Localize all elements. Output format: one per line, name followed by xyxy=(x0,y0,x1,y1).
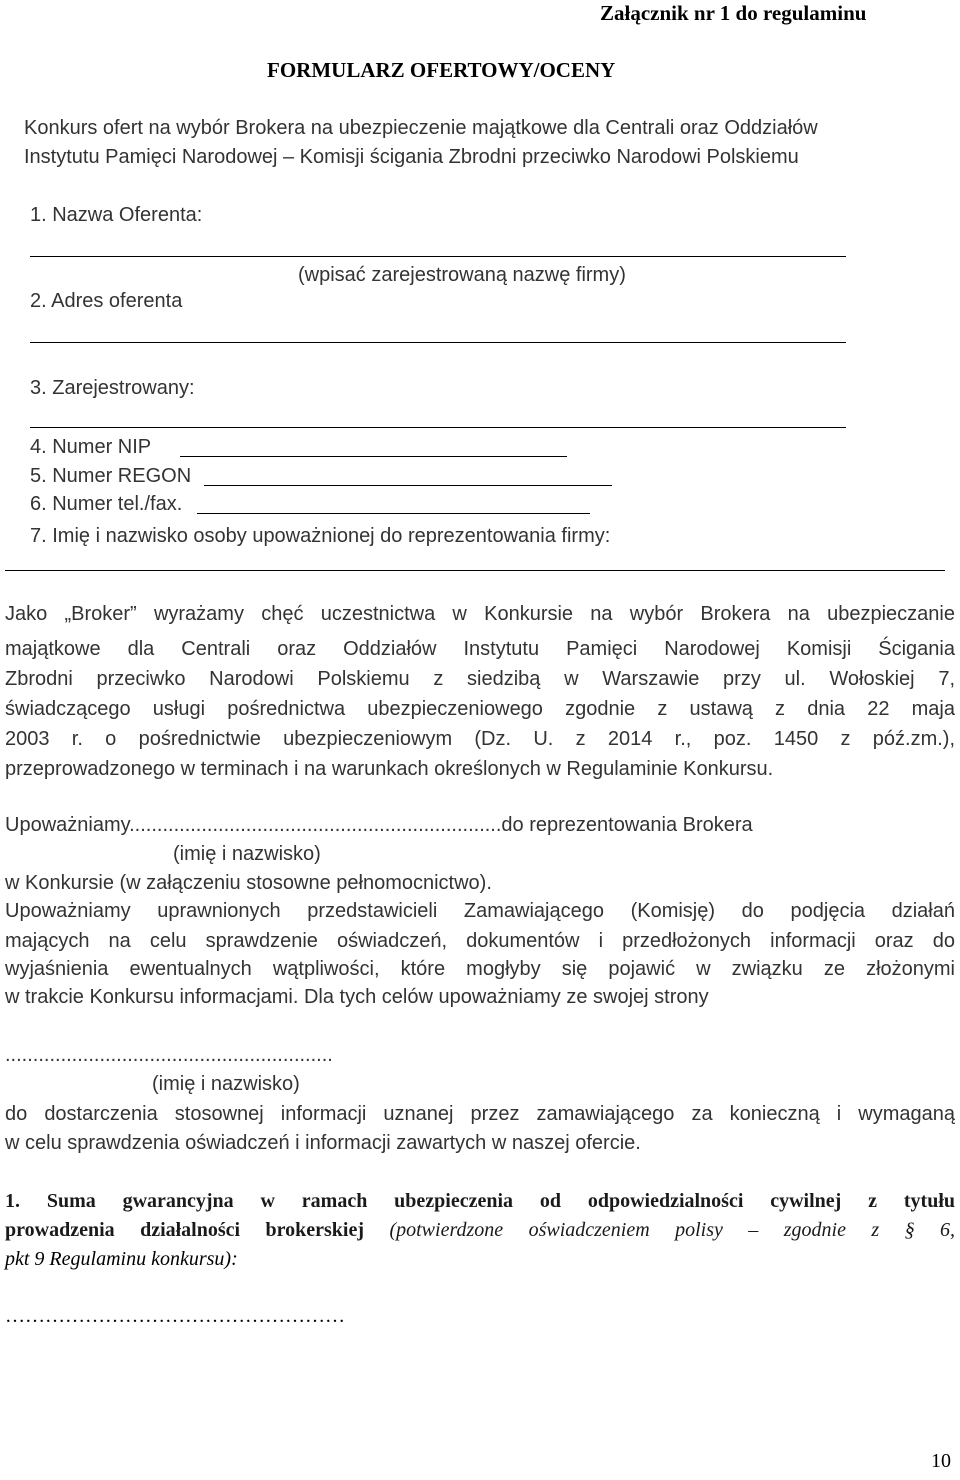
registered-field[interactable] xyxy=(30,427,846,428)
authorized-person-hint: (imię i nazwisko) xyxy=(152,1073,300,1095)
form-title: FORMULARZ OFERTOWY/OCENY xyxy=(267,58,616,82)
guarantee-line-3: pkt 9 Regulaminu konkursu): xyxy=(5,1248,238,1270)
guarantee-line-2-italic: (potwierdzone oświadczeniem polisy – zgodnie z § 6, xyxy=(389,1219,956,1241)
representative-label: 7. Imię i nazwisko osoby upoważnionej do reprezentowania firmy: xyxy=(30,525,611,547)
declaration-line-2: majątkowe dla Centrali oraz Oddziałów Instytutu Pamięci Narodowej Komisji Ścigania xyxy=(5,638,955,660)
authorization-after-line-2: w celu sprawdzenia oświadczeń i informacji zawartych w naszej ofercie. xyxy=(5,1132,641,1154)
authorized-person-field[interactable]: ........................................................... xyxy=(5,1044,333,1066)
guarantee-line-1: 1. Suma gwarancyjna w ramach ubezpieczenia od odpowiedzialności cywilnej z tytułu xyxy=(5,1190,955,1212)
declaration-line-6: przeprowadzonego w terminach i na warunkach określonych w Regulaminie Konkursu. xyxy=(5,758,774,780)
tel-fax-field[interactable] xyxy=(197,513,590,514)
offeror-address-field[interactable] xyxy=(30,342,846,343)
authorization-name-hint: (imię i nazwisko) xyxy=(173,843,321,865)
authorization-para-line-4: w trakcie Konkursu informacjami. Dla tych celów upoważniamy ze swojej strony xyxy=(5,986,709,1008)
authorization-para-line-1: Upoważniamy uprawnionych przedstawicieli Zamawiającego (Komisję) do podjęcia działań xyxy=(5,900,955,922)
offeror-name-label: 1. Nazwa Oferenta: xyxy=(30,204,203,226)
declaration-line-5: 2003 r. o pośrednictwie ubezpieczeniowym (Dz. U. z 2014 r., poz. 1450 z póź.zm.), xyxy=(5,728,955,750)
authorization-line-1: Upoważniamy...................................................................do reprezentowania Brokera xyxy=(5,814,753,836)
declaration-line-4: świadczącego usługi pośrednictwa ubezpieczeniowego zgodnie z ustawą z dnia 22 maja xyxy=(5,698,955,720)
representative-field[interactable] xyxy=(5,570,945,571)
nip-label: 4. Numer NIP xyxy=(30,436,152,458)
regon-field[interactable] xyxy=(204,485,612,486)
authorization-para-line-3: wyjaśnienia ewentualnych wątpliwości, które mogłyby się pojawić w związku ze złożonymi xyxy=(5,958,955,980)
tel-fax-label: 6. Numer tel./fax. xyxy=(30,493,183,515)
declaration-line-3: Zbrodni przeciwko Narodowi Polskiemu z siedzibą w Warszawie przy ul. Wołoskiej 7, xyxy=(5,668,955,690)
subject-line-2: Instytutu Pamięci Narodowej – Komisji ścigania Zbrodni przeciwko Narodowi Polskiemu xyxy=(24,146,799,168)
offeror-name-hint: (wpisać zarejestrowaną nazwę firmy) xyxy=(298,264,626,286)
offeror-name-field[interactable] xyxy=(30,256,846,257)
authorization-after-line-1: do dostarczenia stosownej informacji uznanej przez zamawiającego za konieczną i wymaganą xyxy=(5,1103,955,1125)
page-number: 10 xyxy=(931,1450,951,1472)
annex-label: Załącznik nr 1 do regulaminu xyxy=(600,1,867,25)
guarantee-answer-field[interactable]: …………………………………………… xyxy=(5,1305,345,1327)
guarantee-line-2 xyxy=(5,1220,955,1240)
authorization-line-2: w Konkursie (w załączeniu stosowne pełnomocnictwo). xyxy=(5,872,492,894)
offeror-address-label: 2. Adres oferenta xyxy=(30,290,183,312)
nip-field[interactable] xyxy=(180,456,567,457)
authorization-para-line-2: mających na celu sprawdzenie oświadczeń, dokumentów i przedłożonych informacji oraz do xyxy=(5,930,955,952)
declaration-line-1: Jako „Broker” wyrażamy chęć uczestnictwa w Konkursie na wybór Brokera na ubezpieczanie xyxy=(5,603,955,625)
guarantee-line-2-bold: prowadzenia działalności brokerskiej xyxy=(5,1219,365,1241)
regon-label: 5. Numer REGON xyxy=(30,465,192,487)
registered-label: 3. Zarejestrowany: xyxy=(30,377,195,399)
subject-line-1: Konkurs ofert na wybór Brokera na ubezpieczenie majątkowe dla Centrali oraz Oddziałów xyxy=(24,117,818,139)
